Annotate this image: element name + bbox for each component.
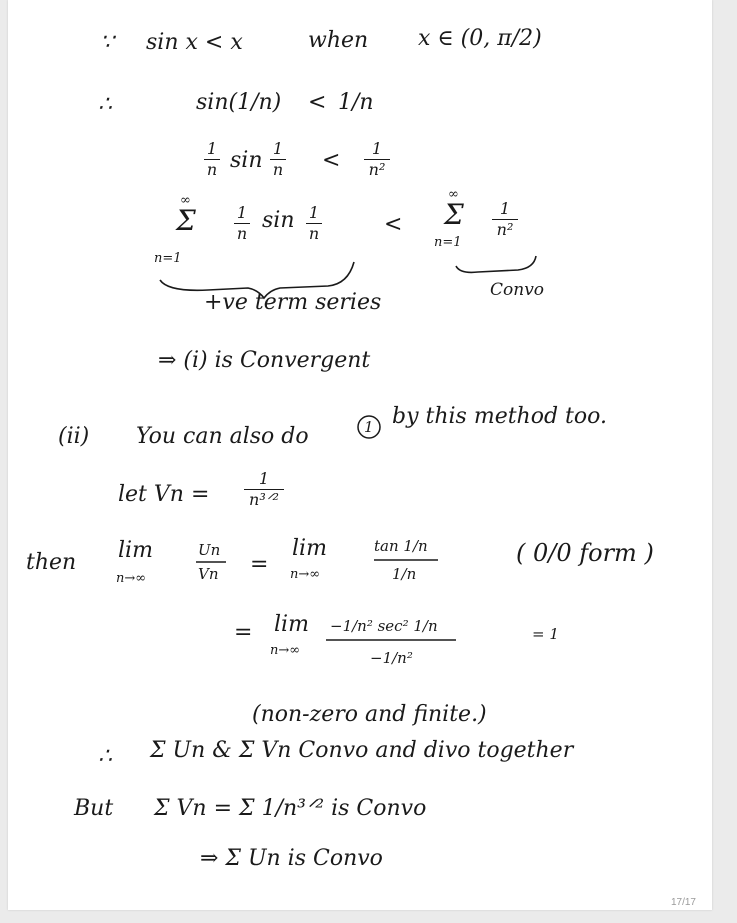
final-conclusion: ⇒ Σ Un is Convo: [200, 846, 383, 871]
sin-x-less-x: sin x < x: [146, 30, 243, 55]
neg-one-over-n2-denominator: −1/n²: [370, 649, 413, 667]
fraction-1-n-b: 1 n: [270, 140, 286, 179]
convergent-label-1: Convo: [490, 280, 545, 300]
circled-one: 1: [364, 418, 374, 436]
therefore-symbol-2: ∴: [98, 744, 112, 769]
sum-vn-convergent: Σ Vn = Σ 1/n³ᐟ² is Convo: [154, 796, 427, 821]
implies-convergent: ⇒ (i) is Convergent: [158, 348, 371, 373]
zero-over-zero-form: ( 0/0 form ): [516, 539, 654, 567]
non-zero-finite: (non-zero and finite.): [252, 702, 487, 727]
sin-one-over-n: sin(1/n): [196, 90, 282, 115]
fraction-1-n2: 1 n²: [364, 140, 390, 179]
interval: x ∈ (0, π/2): [418, 26, 542, 51]
by-this-method: by this method too.: [392, 404, 607, 429]
sin-word-2: sin: [262, 208, 295, 233]
therefore-symbol-1: ∴: [98, 92, 112, 117]
but-word: But: [74, 796, 114, 821]
lim-1: lim: [118, 538, 153, 563]
sec-numerator: −1/n² sec² 1/n: [330, 617, 438, 635]
one-over-n: 1/n: [338, 90, 374, 115]
less-than-2: <: [322, 148, 341, 173]
less-than-3: <: [384, 212, 403, 237]
part-ii-label: (ii): [58, 424, 90, 449]
sigma-2: Σ: [444, 198, 464, 231]
n-to-infinity-3: n→∞: [270, 643, 301, 658]
vn-fraction: 1 n³ᐟ²: [244, 470, 284, 509]
then-word: then: [26, 550, 77, 575]
one-n-denominator: 1/n: [392, 565, 417, 583]
equals-one: = 1: [532, 625, 559, 643]
sigma-1: Σ: [176, 204, 196, 237]
lim-2: lim: [292, 536, 327, 561]
page-number: 17/17: [670, 897, 696, 908]
let-vn: let Vn =: [118, 482, 210, 507]
sigma-lower-2: n=1: [434, 235, 462, 250]
sin-word-1: sin: [230, 148, 263, 173]
n-to-infinity-1: n→∞: [116, 571, 147, 586]
also-do-text: You can also do: [136, 424, 309, 449]
positive-term-series-label: +ve term series: [204, 290, 382, 315]
n-to-infinity-2: n→∞: [290, 567, 321, 582]
lim-3: lim: [274, 612, 309, 637]
un-numerator: Un: [198, 541, 221, 559]
equals-1: =: [250, 552, 269, 577]
less-than-1: <: [308, 90, 327, 115]
tan-numerator: tan 1/n: [374, 537, 428, 555]
sigma-upper-1: ∞: [180, 193, 191, 208]
fraction-sum-3: 1 n²: [492, 200, 518, 239]
equals-2: =: [234, 620, 253, 645]
comparison-conclusion: Σ Un & Σ Vn Convo and divo together: [150, 738, 574, 763]
because-symbol: ∵: [100, 30, 114, 55]
fraction-sum-1: 1 n: [234, 204, 250, 243]
sigma-upper-2: ∞: [448, 187, 459, 202]
fraction-1-n-a: 1 n: [204, 140, 220, 179]
when-word: when: [308, 28, 369, 53]
fraction-sum-2: 1 n: [306, 204, 322, 243]
notes-page: [8, 0, 712, 910]
sigma-lower-1: n=1: [154, 251, 182, 266]
underbrace-ink: [8, 0, 712, 910]
vn-denominator: Vn: [198, 565, 219, 583]
